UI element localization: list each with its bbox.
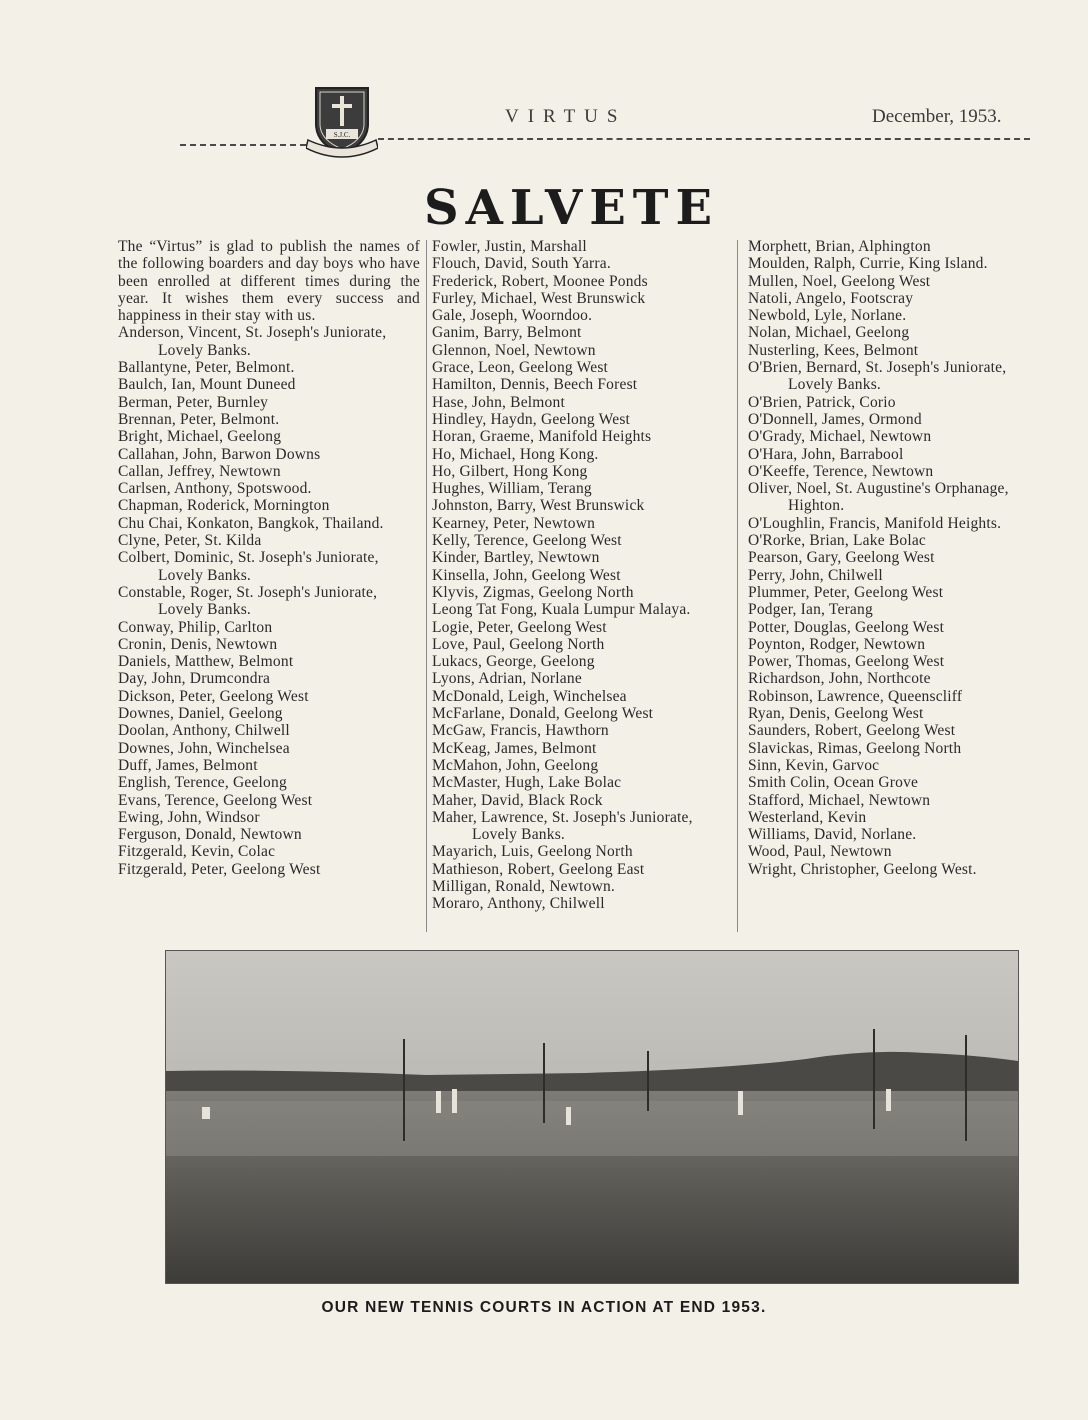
name-entry: Logie, Peter, Geelong West	[432, 618, 607, 636]
name-entry: Ho, Michael, Hong Kong.	[432, 445, 599, 463]
name-entry: Grace, Leon, Geelong West	[432, 359, 609, 377]
name-entry: Ganim, Barry, Belmont	[432, 324, 582, 342]
name-entry: Brennan, Peter, Belmont.	[118, 410, 280, 428]
name-entry: Kinder, Bartley, Newtown	[432, 549, 600, 567]
name-entry: Downes, John, Winchelsea	[118, 739, 290, 757]
name-entry: Doolan, Anthony, Chilwell	[118, 722, 290, 740]
intro-paragraph: The “Virtus” is glad to publish the names of the following boarders and day boys who have been enrolled at different times during the year. It wishes them every success and happiness in their stay with us.	[118, 238, 420, 325]
name-entry: O'Donnell, James, Ormond	[748, 410, 922, 428]
tennis-courts-photo	[165, 950, 1019, 1284]
name-entry: Ryan, Denis, Geelong West	[748, 705, 924, 723]
name-entry: Maher, Lawrence, St. Joseph's Juniorate, Lovely Banks.	[432, 808, 693, 844]
name-entry: Lukacs, George, Geelong	[432, 653, 595, 671]
names-list-2	[432, 238, 728, 913]
name-entry: Nolan, Michael, Geelong	[748, 324, 910, 342]
issue-date: December, 1953.	[872, 106, 1002, 127]
name-entry: Kinsella, John, Geelong West	[432, 566, 621, 584]
page-header	[0, 78, 1088, 168]
name-entry: Sinn, Kevin, Garvoc	[748, 756, 880, 774]
name-entry: Glennon, Noel, Newtown	[432, 341, 596, 359]
name-entry: Maher, David, Black Rock	[432, 791, 603, 809]
name-entry: Wood, Paul, Newtown	[748, 843, 892, 861]
name-entry: Natoli, Angelo, Footscray	[748, 289, 914, 307]
name-entry: McMaster, Hugh, Lake Bolac	[432, 774, 622, 792]
name-entry: Klyvis, Zigmas, Geelong North	[432, 583, 634, 601]
names-column-2	[432, 238, 728, 913]
name-entry: Slavickas, Rimas, Geelong North	[748, 739, 962, 757]
name-entry: English, Terence, Geelong	[118, 774, 287, 792]
name-entry: Morphett, Brian, Alphington	[748, 238, 931, 255]
name-entry: O'Keeffe, Terence, Newtown	[748, 462, 934, 480]
name-entry: Westerland, Kevin	[748, 808, 867, 826]
name-entry: O'Hara, John, Barrabool	[748, 445, 904, 463]
name-entry: Chu Chai, Konkaton, Bangkok, Thailand.	[118, 514, 384, 532]
name-entry: Flouch, David, South Yarra.	[432, 255, 611, 273]
name-entry: Fitzgerald, Kevin, Colac	[118, 843, 276, 861]
name-entry: Pearson, Gary, Geelong West	[748, 549, 935, 567]
name-entry: Callahan, John, Barwon Downs	[118, 445, 321, 463]
name-entry: Daniels, Matthew, Belmont	[118, 653, 294, 671]
name-entry: Hamilton, Dennis, Beech Forest	[432, 376, 638, 394]
svg-text:S.J.C.: S.J.C.	[333, 131, 351, 139]
name-entry: Hase, John, Belmont	[432, 393, 565, 411]
name-entry: Day, John, Drumcondra	[118, 670, 271, 688]
name-entry: Ho, Gilbert, Hong Kong	[432, 462, 588, 480]
name-entry: Potter, Douglas, Geelong West	[748, 618, 945, 636]
name-entry: Fitzgerald, Peter, Geelong West	[118, 860, 321, 878]
header-rule-right	[378, 138, 1030, 140]
name-entry: Mayarich, Luis, Geelong North	[432, 843, 633, 861]
name-entry: Anderson, Vincent, St. Joseph's Juniorate, Lovely Banks.	[118, 324, 387, 359]
name-entry: Downes, Daniel, Geelong	[118, 705, 283, 723]
name-entry: Ferguson, Donald, Newtown	[118, 826, 302, 844]
magazine-title: VIRTUS	[505, 106, 627, 127]
name-entry: Colbert, Dominic, St. Joseph's Juniorate, Lovely Banks.	[118, 549, 379, 584]
name-entry: McDonald, Leigh, Winchelsea	[432, 687, 627, 705]
college-crest-icon	[306, 82, 378, 162]
name-entry: Plummer, Peter, Geelong West	[748, 583, 944, 601]
name-entry: Newbold, Lyle, Norlane.	[748, 307, 907, 325]
name-entry: Moraro, Anthony, Chilwell	[432, 895, 605, 913]
name-entry: Gale, Joseph, Woorndoo.	[432, 307, 593, 325]
name-entry: Kelly, Terence, Geelong West	[432, 532, 622, 550]
name-entry: Smith Colin, Ocean Grove	[748, 774, 919, 792]
name-entry: McGaw, Francis, Hawthorn	[432, 722, 609, 740]
names-list-3	[748, 238, 1042, 878]
name-entry: O'Grady, Michael, Newtown	[748, 428, 932, 446]
name-entry: McFarlane, Donald, Geelong West	[432, 705, 654, 723]
article-heading: SALVETE	[424, 180, 720, 236]
name-entry: Evans, Terence, Geelong West	[118, 791, 313, 809]
name-entry: Hughes, William, Terang	[432, 480, 592, 498]
name-entry: Stafford, Michael, Newtown	[748, 791, 931, 809]
name-entry: Frederick, Robert, Moonee Ponds	[432, 272, 648, 290]
name-entry: Furley, Michael, West Brunswick	[432, 289, 646, 307]
name-entry: Clyne, Peter, St. Kilda	[118, 532, 262, 550]
name-entry: Callan, Jeffrey, Newtown	[118, 462, 281, 480]
name-entry: O'Rorke, Brian, Lake Bolac	[748, 532, 927, 550]
name-entry: Constable, Roger, St. Joseph's Juniorate, Lovely Banks.	[118, 583, 378, 619]
name-entry: Milligan, Ronald, Newtown.	[432, 877, 616, 895]
name-entry: Duff, James, Belmont	[118, 756, 258, 774]
name-entry: McKeag, James, Belmont	[432, 739, 597, 757]
name-entry: Berman, Peter, Burnley	[118, 393, 269, 411]
name-entry: O'Brien, Patrick, Corio	[748, 393, 896, 411]
name-entry: Richardson, John, Northcote	[748, 670, 931, 688]
name-entry: Bright, Michael, Geelong	[118, 428, 282, 446]
name-entry: Horan, Graeme, Manifold Heights	[432, 428, 652, 446]
name-entry: Moulden, Ralph, Currie, King Island.	[748, 255, 988, 273]
name-entry: Power, Thomas, Geelong West	[748, 653, 945, 671]
name-entry: Lyons, Adrian, Norlane	[432, 670, 582, 688]
name-entry: Leong Tat Fong, Kuala Lumpur Malaya.	[432, 601, 691, 619]
name-entry: Robinson, Lawrence, Queenscliff	[748, 687, 963, 705]
names-column-3	[748, 238, 1042, 878]
name-entry: Chapman, Roderick, Mornington	[118, 497, 330, 515]
name-entry: Hindley, Haydn, Geelong West	[432, 410, 631, 428]
name-entry: O'Brien, Bernard, St. Joseph's Juniorate, Lovely Banks.	[748, 359, 1007, 394]
column-divider	[426, 240, 427, 932]
name-entry: Kearney, Peter, Newtown	[432, 514, 596, 532]
name-entry: O'Loughlin, Francis, Manifold Heights.	[748, 514, 1002, 532]
name-entry: Poynton, Rodger, Newtown	[748, 635, 926, 653]
name-entry: Conway, Philip, Carlton	[118, 618, 273, 636]
name-entry: Oliver, Noel, St. Augustine's Orphanage, Highton.	[748, 480, 1009, 515]
name-entry: Wright, Christopher, Geelong West.	[748, 860, 977, 878]
name-entry: Ewing, John, Windsor	[118, 808, 260, 826]
name-entry: Johnston, Barry, West Brunswick	[432, 497, 645, 515]
name-entry: McMahon, John, Geelong	[432, 756, 599, 774]
name-entry: Ballantyne, Peter, Belmont.	[118, 359, 295, 377]
name-entry: Cronin, Denis, Newtown	[118, 635, 278, 653]
name-entry: Fowler, Justin, Marshall	[432, 238, 587, 255]
names-column-1	[118, 238, 420, 878]
name-entry: Williams, David, Norlane.	[748, 826, 917, 844]
photo-caption: OUR NEW TENNIS COURTS IN ACTION AT END 1953.	[321, 1299, 767, 1316]
names-list-1	[118, 324, 420, 878]
name-entry: Podger, Ian, Terang	[748, 601, 873, 619]
name-entry: Love, Paul, Geelong North	[432, 635, 605, 653]
name-entry: Perry, John, Chilwell	[748, 566, 883, 584]
name-entry: Mullen, Noel, Geelong West	[748, 272, 931, 290]
header-rule-left	[180, 144, 306, 146]
name-entry: Saunders, Robert, Geelong West	[748, 722, 956, 740]
name-entry: Dickson, Peter, Geelong West	[118, 687, 309, 705]
name-entry: Baulch, Ian, Mount Duneed	[118, 376, 296, 394]
name-entry: Carlsen, Anthony, Spotswood.	[118, 480, 312, 498]
column-divider	[737, 240, 738, 932]
name-entry: Nusterling, Kees, Belmont	[748, 341, 919, 359]
name-entry: Mathieson, Robert, Geelong East	[432, 860, 645, 878]
